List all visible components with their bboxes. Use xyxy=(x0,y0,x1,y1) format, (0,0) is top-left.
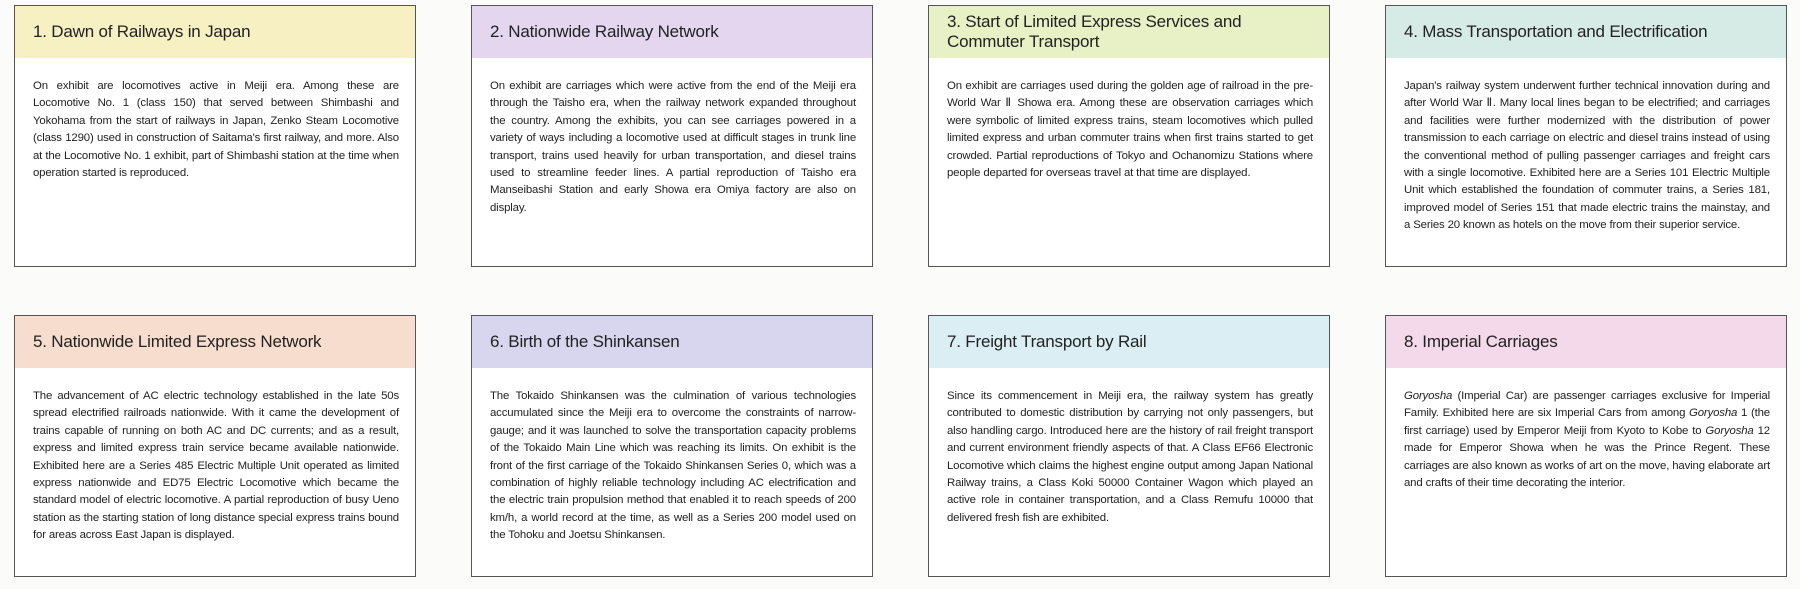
exhibit-card-3 xyxy=(928,5,1330,267)
card-header xyxy=(1386,316,1786,368)
exhibit-card-8 xyxy=(1385,315,1787,577)
card-text: 12 made for Emperor Showa when he was the Prince Regent. These carriages are also known as works of art on the move, having elaborate art and crafts of their time decorating the interior. xyxy=(1404,424,1770,490)
card-body: The Tokaido Shinkansen was the culmination of various technologies accumulated since the Meiji era to overcome the constraints of narrow-gauge; and it was launched to solve the transportation capacity problems of the Tokaido Main Line which was reaching its limits. On exhibit is the front of the first carriage of the Tokaido Shinkansen Series 0, which was a combination of highly reliable technology including AC electrification and the electric train propulsion method that enabled it to reach speeds of 200 km/h, a world record at the time, as well as a Series 200 model used on the Tohoku and Joetsu Shinkansen. xyxy=(490,390,856,542)
card-header xyxy=(472,6,872,58)
card-header xyxy=(929,316,1329,368)
card-body: Japan's railway system underwent further technical innovation during and after World War Ⅱ. Many local lines began to be electrified; and carriages and facilities were further modernized with the distribution of power transmission to each carriage on electric and diesel trains instead of using the conventional method of pulling passenger carriages and freight cars with a single locomotive. Exhibited here are a Series 101 Electric Multiple Unit which established the foundation of commuter trains, a Series 181, improved model of Series 151 that made electric trains the mainstay, and a Series 20 known as hotels on the move from their superior service. xyxy=(1404,80,1770,232)
card-header xyxy=(15,6,415,58)
card-text-italic: Goryosha xyxy=(1404,390,1453,402)
card-title: 7. Freight Transport by Rail xyxy=(947,332,1147,351)
exhibit-card-4 xyxy=(1385,5,1787,267)
card-body: On exhibit are locomotives active in Meiji era. Among these are Locomotive No. 1 (class 150) that served between Shimbashi and Yokohama from the start of railways in Japan, Zenko Steam Locomotive (class 1290) used in construction of Saitama's first railway, and more. Also at the Locomotive No. 1 exhibit, part of Shimbashi station at the time when operation started is reproduced. xyxy=(33,80,399,180)
card-title: 6. Birth of the Shinkansen xyxy=(490,332,680,351)
exhibit-card-7 xyxy=(928,315,1330,577)
card-text-italic: Goryosha xyxy=(1705,424,1754,437)
card-title: 1. Dawn of Railways in Japan xyxy=(33,22,251,41)
card-title: 2. Nationwide Railway Network xyxy=(490,22,719,41)
exhibit-card-6 xyxy=(471,315,873,577)
card-header xyxy=(1386,6,1786,58)
card-body: The advancement of AC electric technology established in the late 50s spread electrified railroads nationwide. With it came the development of trains capable of running on both AC and DC currents; and as a result, express and limited express train service became available nationwide. Exhibited here are a Series 485 Electric Multiple Unit operated as limited express nationwide and ED75 Electric Locomotive which became the standard model of electric locomotive. A partial reproduction of busy Ueno station as the starting station of long distance special express trains bound for areas across East Japan is displayed. xyxy=(33,390,399,542)
card-body: Since its commencement in Meiji era, the railway system has greatly contributed to domestic distribution by carrying not only passengers, but also handling cargo. Introduced here are the history of rail freight transport and current environment friendly aspects of that. A Class EF66 Electronic Locomotive which claims the highest engine output among Japan National Railway trains, a Class Koki 50000 Container Wagon which played an active role in container transportation, and a Class Remufu 10000 that delivered fresh fish are exhibited. xyxy=(947,390,1313,524)
card-header xyxy=(472,316,872,368)
exhibit-card-5 xyxy=(14,315,416,577)
card-text: 1 (the first carriage) used by Emperor Meiji from Kyoto to Kobe to xyxy=(1404,407,1770,437)
card-title: 5. Nationwide Limited Express Network xyxy=(33,332,322,351)
exhibit-card-1 xyxy=(14,5,416,267)
exhibit-card-2 xyxy=(471,5,873,267)
card-text-italic: Goryosha xyxy=(1689,407,1738,420)
card-body xyxy=(1386,368,1786,492)
card-text: (Imperial Car) are passenger carriages exclusive for Imperial Family. Exhibited here are six Imperial Cars from among xyxy=(1404,390,1770,420)
card-body: On exhibit are carriages which were active from the end of the Meiji era through the Taisho era, when the railway network expanded throughout the country. Among the exhibits, you can see carriages powered in a variety of ways including a locomotive used at difficult stages in trunk line transport, trains used heavily for urban transportation, and diesel trains used to streamline feeder lines. A partial reproduction of Taisho era Manseibashi Station and early Showa era Omiya factory are also on display. xyxy=(490,80,856,214)
card-title: 3. Start of Limited Express Services and Commuter Transport xyxy=(947,12,1242,51)
card-body: On exhibit are carriages used during the golden age of railroad in the pre-World War Ⅱ Showa era. Among these are observation carriages which were symbolic of limited express trains, steam locomotives which pulled limited express and urban commuter trains when first trains started to get crowded. Partial reproductions of Tokyo and Ochanomizu Stations where people departed for overseas travel at that time are displayed. xyxy=(947,80,1313,180)
card-title: 4. Mass Transportation and Electrification xyxy=(1404,22,1708,41)
card-title: 8. Imperial Carriages xyxy=(1404,332,1558,351)
card-header xyxy=(929,6,1329,58)
card-header xyxy=(15,316,415,368)
